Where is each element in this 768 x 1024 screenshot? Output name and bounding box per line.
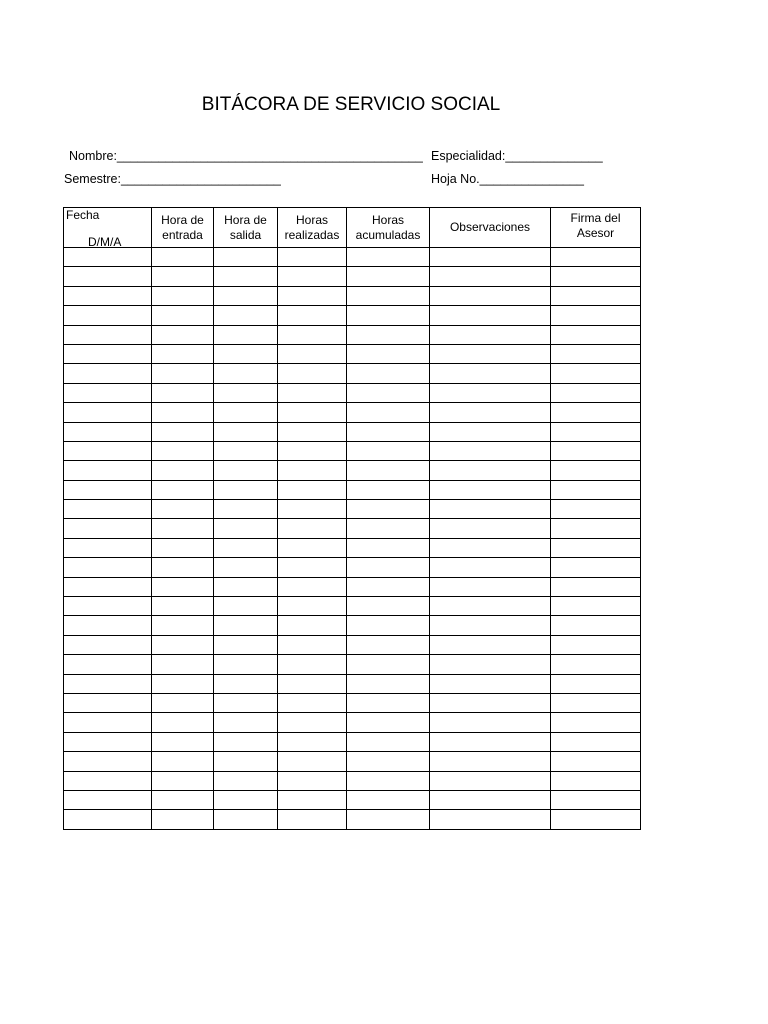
cell-horas-realizadas[interactable] (278, 790, 347, 809)
hoja-field[interactable]: Hoja No._______________ (431, 172, 584, 186)
cell-horas-acumuladas[interactable] (347, 480, 430, 499)
cell-fecha[interactable] (64, 461, 152, 480)
cell-fecha[interactable] (64, 422, 152, 441)
cell-hora-entrada[interactable] (152, 344, 214, 363)
cell-fecha[interactable] (64, 383, 152, 402)
log-table (63, 207, 641, 830)
cell-horas-acumuladas[interactable] (347, 383, 430, 402)
table-row (64, 713, 641, 732)
table-row (64, 558, 641, 577)
cell-horas-acumuladas[interactable] (347, 306, 430, 325)
cell-hora-salida[interactable] (214, 635, 278, 654)
table-row (64, 461, 641, 480)
cell-horas-acumuladas[interactable] (347, 422, 430, 441)
header-observaciones (430, 208, 551, 248)
table-row (64, 422, 641, 441)
cell-horas-acumuladas[interactable] (347, 364, 430, 383)
table-row (64, 480, 641, 499)
cell-horas-realizadas[interactable] (278, 306, 347, 325)
cell-fecha[interactable] (64, 732, 152, 751)
cell-hora-entrada[interactable] (152, 558, 214, 577)
header-firma-l1: Firma del (570, 211, 621, 225)
cell-firma[interactable] (551, 771, 641, 790)
table-row (64, 286, 641, 305)
cell-observaciones[interactable] (430, 403, 551, 422)
cell-firma[interactable] (551, 325, 641, 344)
cell-hora-salida[interactable] (214, 441, 278, 460)
cell-hora-entrada[interactable] (152, 248, 214, 267)
cell-fecha[interactable] (64, 306, 152, 325)
cell-firma[interactable] (551, 752, 641, 771)
cell-observaciones[interactable] (430, 248, 551, 267)
cell-fecha[interactable] (64, 577, 152, 596)
table-row (64, 325, 641, 344)
cell-fecha[interactable] (64, 616, 152, 635)
cell-firma[interactable] (551, 306, 641, 325)
cell-observaciones[interactable] (430, 597, 551, 616)
header-horas-realizadas-l2: realizadas (284, 227, 340, 242)
cell-hora-salida[interactable] (214, 500, 278, 519)
cell-horas-realizadas[interactable] (278, 480, 347, 499)
cell-horas-realizadas[interactable] (278, 752, 347, 771)
table-row (64, 810, 641, 829)
cell-firma[interactable] (551, 693, 641, 712)
cell-observaciones[interactable] (430, 383, 551, 402)
cell-observaciones[interactable] (430, 538, 551, 557)
cell-horas-realizadas[interactable] (278, 558, 347, 577)
cell-firma[interactable] (551, 616, 641, 635)
header-horas-realizadas-l1: Horas (295, 212, 328, 227)
table-row (64, 383, 641, 402)
cell-horas-acumuladas[interactable] (347, 519, 430, 538)
cell-hora-salida[interactable] (214, 732, 278, 751)
cell-fecha[interactable] (64, 790, 152, 809)
cell-observaciones[interactable] (430, 771, 551, 790)
cell-horas-acumuladas[interactable] (347, 597, 430, 616)
header-row (64, 208, 641, 248)
cell-hora-salida[interactable] (214, 616, 278, 635)
cell-horas-acumuladas[interactable] (347, 810, 430, 829)
cell-observaciones[interactable] (430, 306, 551, 325)
cell-hora-salida[interactable] (214, 364, 278, 383)
header-firma (551, 208, 641, 248)
cell-horas-realizadas[interactable] (278, 538, 347, 557)
cell-horas-realizadas[interactable] (278, 713, 347, 732)
cell-horas-realizadas[interactable] (278, 364, 347, 383)
cell-horas-realizadas[interactable] (278, 461, 347, 480)
cell-hora-salida[interactable] (214, 790, 278, 809)
cell-horas-realizadas[interactable] (278, 597, 347, 616)
cell-horas-acumuladas[interactable] (347, 577, 430, 596)
header-hora-entrada-l1: Hora de (161, 212, 204, 227)
cell-fecha[interactable] (64, 597, 152, 616)
table-row (64, 364, 641, 383)
header-horas-acumuladas (347, 208, 430, 248)
cell-observaciones[interactable] (430, 267, 551, 286)
table-row (64, 344, 641, 363)
cell-hora-entrada[interactable] (152, 403, 214, 422)
cell-hora-salida[interactable] (214, 461, 278, 480)
cell-observaciones[interactable] (430, 616, 551, 635)
cell-horas-realizadas[interactable] (278, 267, 347, 286)
cell-horas-acumuladas[interactable] (347, 325, 430, 344)
cell-horas-realizadas[interactable] (278, 441, 347, 460)
cell-fecha[interactable] (64, 364, 152, 383)
cell-hora-salida[interactable] (214, 693, 278, 712)
cell-horas-realizadas[interactable] (278, 810, 347, 829)
cell-observaciones[interactable] (430, 480, 551, 499)
cell-hora-salida[interactable] (214, 422, 278, 441)
table-row (64, 655, 641, 674)
cell-hora-entrada[interactable] (152, 306, 214, 325)
header-hora-salida (214, 208, 278, 248)
cell-hora-salida[interactable] (214, 597, 278, 616)
cell-firma[interactable] (551, 597, 641, 616)
cell-hora-entrada[interactable] (152, 286, 214, 305)
cell-hora-entrada[interactable] (152, 635, 214, 654)
cell-firma[interactable] (551, 364, 641, 383)
table-row (64, 752, 641, 771)
cell-firma[interactable] (551, 577, 641, 596)
table-row (64, 519, 641, 538)
cell-hora-entrada[interactable] (152, 577, 214, 596)
cell-horas-realizadas[interactable] (278, 422, 347, 441)
cell-observaciones[interactable] (430, 519, 551, 538)
cell-firma[interactable] (551, 538, 641, 557)
table-row (64, 248, 641, 267)
table-row (64, 732, 641, 751)
cell-horas-acumuladas[interactable] (347, 538, 430, 557)
cell-hora-salida[interactable] (214, 538, 278, 557)
cell-hora-salida[interactable] (214, 558, 278, 577)
cell-hora-entrada[interactable] (152, 461, 214, 480)
cell-hora-entrada[interactable] (152, 519, 214, 538)
table-row (64, 441, 641, 460)
cell-fecha[interactable] (64, 752, 152, 771)
cell-observaciones[interactable] (430, 461, 551, 480)
cell-horas-realizadas[interactable] (278, 344, 347, 363)
cell-fecha[interactable] (64, 713, 152, 732)
cell-firma[interactable] (551, 674, 641, 693)
cell-firma[interactable] (551, 732, 641, 751)
cell-fecha[interactable] (64, 693, 152, 712)
log-table-body (64, 248, 641, 830)
cell-hora-entrada[interactable] (152, 713, 214, 732)
cell-observaciones[interactable] (430, 441, 551, 460)
cell-hora-entrada[interactable] (152, 383, 214, 402)
cell-observaciones[interactable] (430, 325, 551, 344)
cell-hora-entrada[interactable] (152, 480, 214, 499)
cell-fecha[interactable] (64, 267, 152, 286)
cell-hora-entrada[interactable] (152, 810, 214, 829)
cell-firma[interactable] (551, 461, 641, 480)
table-row (64, 597, 641, 616)
cell-hora-salida[interactable] (214, 713, 278, 732)
table-row (64, 771, 641, 790)
header-hora-salida-l1: Hora de (224, 212, 267, 227)
cell-hora-salida[interactable] (214, 674, 278, 693)
cell-firma[interactable] (551, 441, 641, 460)
cell-horas-acumuladas[interactable] (347, 616, 430, 635)
cell-horas-acumuladas[interactable] (347, 713, 430, 732)
cell-observaciones[interactable] (430, 713, 551, 732)
cell-observaciones[interactable] (430, 286, 551, 305)
cell-hora-entrada[interactable] (152, 325, 214, 344)
cell-firma[interactable] (551, 790, 641, 809)
cell-firma[interactable] (551, 810, 641, 829)
cell-hora-salida[interactable] (214, 286, 278, 305)
cell-hora-salida[interactable] (214, 248, 278, 267)
table-row (64, 500, 641, 519)
cell-fecha[interactable] (64, 344, 152, 363)
cell-horas-acumuladas[interactable] (347, 500, 430, 519)
cell-fecha[interactable] (64, 655, 152, 674)
cell-hora-entrada[interactable] (152, 790, 214, 809)
cell-fecha[interactable] (64, 325, 152, 344)
cell-hora-entrada[interactable] (152, 693, 214, 712)
table-row (64, 616, 641, 635)
semestre-field[interactable]: Semestre:_______________________ (64, 172, 281, 186)
cell-firma[interactable] (551, 713, 641, 732)
document-title: BITÁCORA DE SERVICIO SOCIAL (201, 94, 501, 115)
cell-fecha[interactable] (64, 248, 152, 267)
cell-hora-salida[interactable] (214, 403, 278, 422)
cell-horas-realizadas[interactable] (278, 577, 347, 596)
cell-horas-acumuladas[interactable] (347, 403, 430, 422)
cell-hora-entrada[interactable] (152, 752, 214, 771)
cell-observaciones[interactable] (430, 422, 551, 441)
cell-horas-realizadas[interactable] (278, 248, 347, 267)
cell-fecha[interactable] (64, 286, 152, 305)
cell-horas-realizadas[interactable] (278, 616, 347, 635)
cell-horas-realizadas[interactable] (278, 693, 347, 712)
cell-observaciones[interactable] (430, 577, 551, 596)
cell-firma[interactable] (551, 519, 641, 538)
cell-fecha[interactable] (64, 403, 152, 422)
cell-hora-salida[interactable] (214, 383, 278, 402)
cell-observaciones[interactable] (430, 364, 551, 383)
cell-hora-salida[interactable] (214, 519, 278, 538)
cell-horas-acumuladas[interactable] (347, 248, 430, 267)
nombre-field[interactable]: Nombre:____________________________________________ (69, 149, 423, 163)
header-fecha-format: D/M/A (88, 235, 122, 249)
table-row (64, 306, 641, 325)
cell-fecha[interactable] (64, 519, 152, 538)
cell-hora-entrada[interactable] (152, 616, 214, 635)
cell-observaciones[interactable] (430, 752, 551, 771)
cell-hora-salida[interactable] (214, 810, 278, 829)
cell-fecha[interactable] (64, 635, 152, 654)
cell-hora-entrada[interactable] (152, 674, 214, 693)
cell-horas-acumuladas[interactable] (347, 790, 430, 809)
cell-horas-acumuladas[interactable] (347, 286, 430, 305)
cell-fecha[interactable] (64, 500, 152, 519)
header-observaciones-label: Observaciones (449, 220, 531, 234)
cell-horas-realizadas[interactable] (278, 325, 347, 344)
cell-observaciones[interactable] (430, 635, 551, 654)
table-row (64, 674, 641, 693)
cell-horas-acumuladas[interactable] (347, 461, 430, 480)
especialidad-field[interactable]: Especialidad:______________ (431, 149, 603, 163)
cell-hora-entrada[interactable] (152, 771, 214, 790)
cell-hora-salida[interactable] (214, 306, 278, 325)
table-row (64, 538, 641, 557)
cell-hora-salida[interactable] (214, 344, 278, 363)
cell-hora-entrada[interactable] (152, 422, 214, 441)
cell-horas-acumuladas[interactable] (347, 441, 430, 460)
cell-hora-salida[interactable] (214, 752, 278, 771)
cell-observaciones[interactable] (430, 674, 551, 693)
cell-hora-entrada[interactable] (152, 732, 214, 751)
cell-hora-salida[interactable] (214, 325, 278, 344)
cell-horas-realizadas[interactable] (278, 500, 347, 519)
cell-hora-entrada[interactable] (152, 441, 214, 460)
cell-hora-entrada[interactable] (152, 597, 214, 616)
cell-firma[interactable] (551, 422, 641, 441)
cell-observaciones[interactable] (430, 655, 551, 674)
cell-hora-salida[interactable] (214, 771, 278, 790)
cell-horas-realizadas[interactable] (278, 383, 347, 402)
cell-fecha[interactable] (64, 771, 152, 790)
table-row (64, 267, 641, 286)
header-hora-entrada (152, 208, 214, 248)
cell-hora-entrada[interactable] (152, 267, 214, 286)
header-firma-l2: Asesor (576, 226, 615, 240)
cell-hora-entrada[interactable] (152, 655, 214, 674)
header-horas-acumuladas-l1: Horas (371, 212, 404, 227)
cell-observaciones[interactable] (430, 344, 551, 363)
cell-firma[interactable] (551, 635, 641, 654)
cell-fecha[interactable] (64, 674, 152, 693)
cell-horas-acumuladas[interactable] (347, 655, 430, 674)
cell-horas-realizadas[interactable] (278, 403, 347, 422)
cell-observaciones[interactable] (430, 693, 551, 712)
cell-hora-salida[interactable] (214, 655, 278, 674)
cell-firma[interactable] (551, 286, 641, 305)
cell-hora-salida[interactable] (214, 577, 278, 596)
cell-horas-acumuladas[interactable] (347, 674, 430, 693)
cell-horas-acumuladas[interactable] (347, 771, 430, 790)
header-fecha (64, 208, 152, 248)
cell-hora-salida[interactable] (214, 267, 278, 286)
table-row (64, 635, 641, 654)
cell-horas-acumuladas[interactable] (347, 558, 430, 577)
cell-horas-acumuladas[interactable] (347, 635, 430, 654)
cell-hora-entrada[interactable] (152, 500, 214, 519)
cell-firma[interactable] (551, 383, 641, 402)
cell-horas-acumuladas[interactable] (347, 732, 430, 751)
cell-observaciones[interactable] (430, 810, 551, 829)
cell-fecha[interactable] (64, 538, 152, 557)
header-hora-salida-l2: salida (229, 227, 262, 242)
cell-observaciones[interactable] (430, 732, 551, 751)
cell-firma[interactable] (551, 403, 641, 422)
cell-observaciones[interactable] (430, 790, 551, 809)
table-row (64, 403, 641, 422)
table-row (64, 693, 641, 712)
cell-fecha[interactable] (64, 810, 152, 829)
cell-hora-entrada[interactable] (152, 538, 214, 557)
header-horas-realizadas (278, 208, 347, 248)
cell-hora-salida[interactable] (214, 480, 278, 499)
cell-firma[interactable] (551, 248, 641, 267)
cell-horas-realizadas[interactable] (278, 519, 347, 538)
cell-horas-acumuladas[interactable] (347, 267, 430, 286)
table-row (64, 790, 641, 809)
cell-firma[interactable] (551, 344, 641, 363)
cell-horas-realizadas[interactable] (278, 635, 347, 654)
header-fecha-label: Fecha (66, 208, 100, 222)
cell-horas-realizadas[interactable] (278, 674, 347, 693)
header-horas-acumuladas-l2: acumuladas (355, 227, 421, 242)
cell-horas-realizadas[interactable] (278, 732, 347, 751)
cell-horas-realizadas[interactable] (278, 655, 347, 674)
cell-hora-entrada[interactable] (152, 364, 214, 383)
cell-firma[interactable] (551, 558, 641, 577)
cell-horas-acumuladas[interactable] (347, 344, 430, 363)
cell-observaciones[interactable] (430, 558, 551, 577)
cell-firma[interactable] (551, 655, 641, 674)
table-row (64, 577, 641, 596)
cell-fecha[interactable] (64, 558, 152, 577)
cell-fecha[interactable] (64, 480, 152, 499)
header-hora-entrada-l2: entrada (162, 227, 203, 242)
cell-firma[interactable] (551, 480, 641, 499)
cell-observaciones[interactable] (430, 500, 551, 519)
cell-horas-realizadas[interactable] (278, 286, 347, 305)
cell-firma[interactable] (551, 500, 641, 519)
cell-horas-acumuladas[interactable] (347, 693, 430, 712)
cell-firma[interactable] (551, 267, 641, 286)
cell-horas-realizadas[interactable] (278, 771, 347, 790)
cell-fecha[interactable] (64, 441, 152, 460)
cell-horas-acumuladas[interactable] (347, 752, 430, 771)
